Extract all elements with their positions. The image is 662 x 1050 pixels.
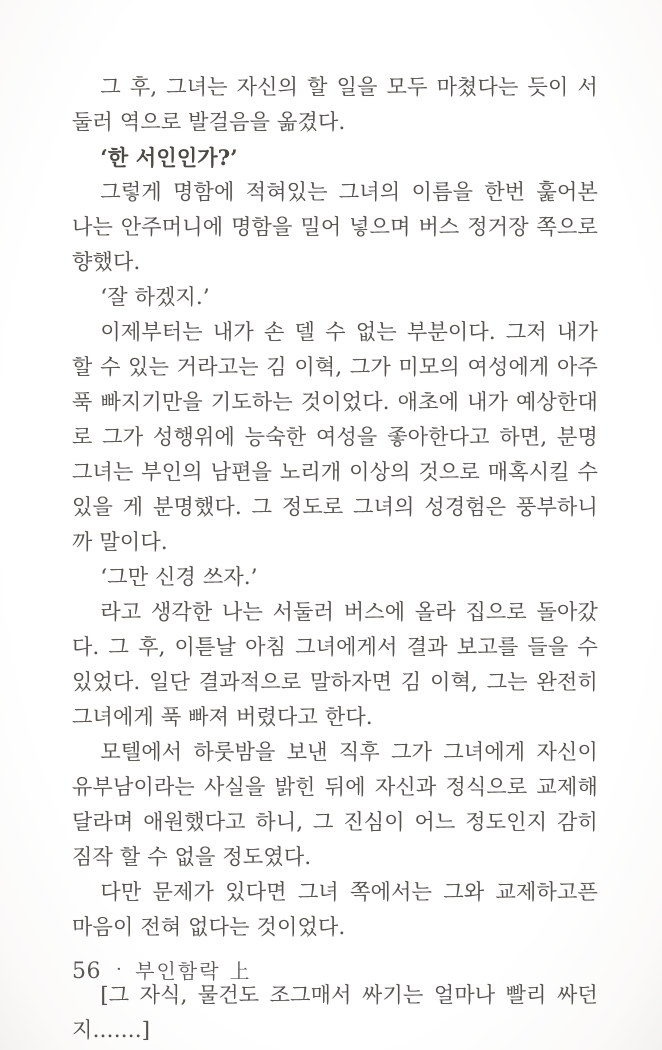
page-number: 56 xyxy=(72,959,101,984)
text-block xyxy=(72,70,598,1048)
paragraph: ‘그만 신경 쓰자.’ xyxy=(100,565,258,589)
paragraph: 라고 생각한 나는 서둘러 버스에 올라 집으로 돌아갔다. 그 후, 이튿날 아침 그녀에게서 결과 보고를 들을 수 있었다. 일단 결과적으로 말하자면 김 이혁, 그는 완전히 그녀에게 푹 빠져 버렸다고 한다. xyxy=(72,600,598,729)
paragraph: ‘잘 하겠지.’ xyxy=(100,285,210,309)
paragraph: 그 후, 그녀는 자신의 할 일을 모두 마쳤다는 듯이 서둘러 역으로 발걸음을 옮겼다. xyxy=(72,75,598,134)
paragraph: 모텔에서 하룻밤을 보낸 직후 그가 그녀에게 자신이 유부남이라는 사실을 밝힌 뒤에 자신과 정식으로 교제해 달라며 애원했다고 하니, 그 진심이 어느 정도인지 감히 짐작 할 수 없을 정도였다. xyxy=(72,740,598,869)
footer-separator-dot: · xyxy=(116,959,123,980)
paragraph: ‘한 서인인가?’ xyxy=(100,145,238,170)
paragraph: 그렇게 명함에 적혀있는 그녀의 이름을 한번 훑어본 나는 안주머니에 명함을 밀어 넣으며 버스 정거장 쪽으로 향했다. xyxy=(72,180,598,274)
volume-label: 上 xyxy=(229,959,251,983)
book-title: 부인함락 xyxy=(135,959,221,983)
paragraph: 이제부터는 내가 손 델 수 없는 부분이다. 그저 내가 할 수 있는 거라고는 김 이혁, 그가 미모의 여성에게 아주 푹 빠지기만을 기도하는 것이었다. 애초에 내가 예상한대로 그가 성행위에 능숙한 여성을 좋아한다고 하면, 분명 그녀는 부인의 남편을 노리개 이상의 것으로 매혹시킬 수 있을 게 분명했다. 그 정도로 그녀의 성경험은 풍부하니까 말이다. xyxy=(72,320,598,554)
paragraph: 다만 문제가 있다면 그녀 쪽에서는 그와 교제하고픈 마음이 전혀 없다는 것이었다. xyxy=(72,880,598,939)
aside-note: [그 자식, 물건도 조그매서 싸기는 얼마나 빨리 싸던지…….] xyxy=(72,983,598,1042)
page-footer xyxy=(72,955,250,984)
